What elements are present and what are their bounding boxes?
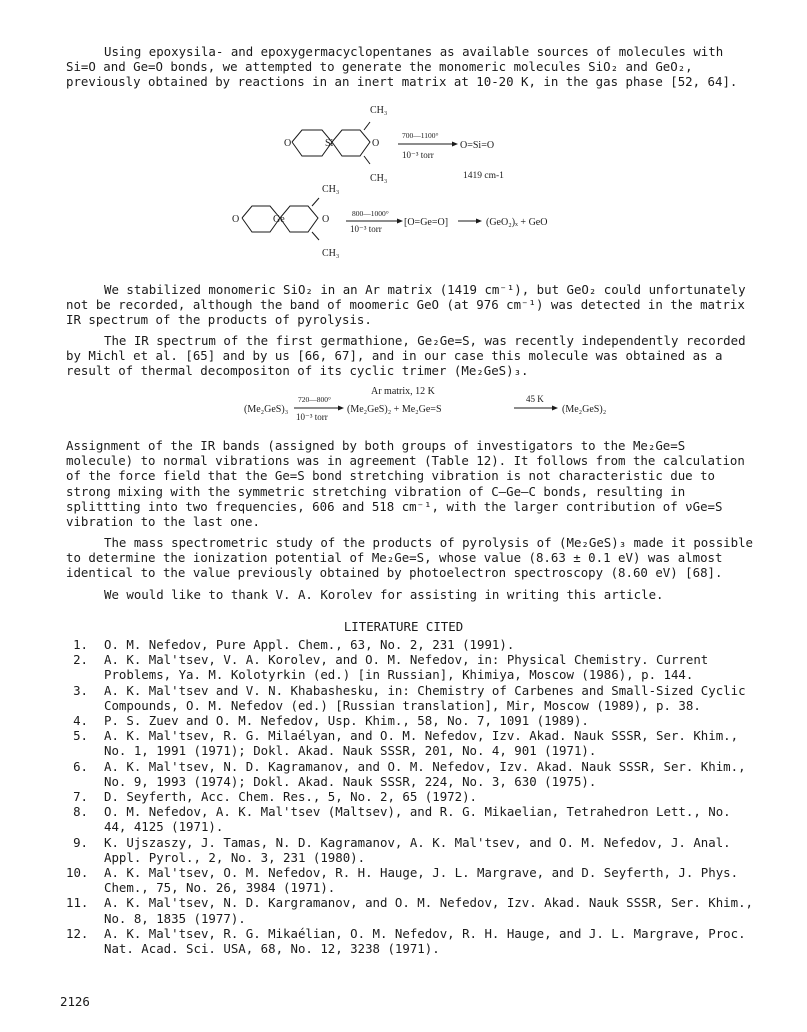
scheme3-pressure: 10⁻³ torr — [296, 412, 328, 422]
reference-item: 1. O. M. Nefedov, Pure Appl. Chem., 63, No. 2, 231 (1991). — [73, 637, 515, 652]
scheme2-o-right: O — [322, 214, 330, 225]
page-number: 2126 — [60, 994, 90, 1009]
scheme1-si: Si — [325, 138, 334, 149]
scheme1-temp: 700—1100° — [402, 131, 439, 140]
paragraph-mass-spec: The mass spectrometric study of the products of pyrolysis of (Me₂GeS)₃ made it possible to determine the ionization potential of Me₂Ge=S, whose value (8.63 ± 0.1 eV) was almost identical to the value previously obtained by photoelectron spectroscopy (8.60 eV) [68]. — [66, 535, 761, 581]
scheme2-temp: 800—1000° — [352, 209, 389, 218]
reference-item: 5. A. K. Mal'tsev, R. G. Milaélyan, and O. M. Nefedov, Izv. Akad. Nauk SSSR, Ser. Khim., No. 1, 1991 (1971); Dokl. Akad. Nauk SSSR, 201, No. 4, 901 (1971). — [73, 728, 739, 759]
scheme-sio2 — [270, 100, 570, 192]
paragraph-sio2-matrix: We stabilized monomeric SiO₂ in an Ar matrix (1419 cm⁻¹), but GeO₂ could unfortunately not be recorded, although the band of moomeric GeO (at 976 cm⁻¹) was detected in the matrix IR spectrum of the products of pyrolysis. — [66, 282, 754, 328]
scheme2-intermediate: [O=Ge=O] — [404, 217, 449, 228]
scheme3-final: (Me₂GeS)₂ — [562, 404, 607, 415]
scheme2-products: (GeO₂)ₓ + GeO — [486, 217, 548, 228]
reference-item: 3. A. K. Mal'tsev and V. N. Khabashesku, in: Chemistry of Carbenes and Small-Sized Cyclic Compounds, O. M. Nefedov (ed.) [Russian translation], Mir, Moscow (1989), p. 38. — [73, 682, 746, 713]
paragraph-ir-assignment: Assignment of the IR bands (assigned by both groups of investigators to the Me₂Ge=S molecule) to normal vibrations was in agreement (Table 12). It follows from the calculation of the force field that the Ge=S bond stretching vibration is not characteristic due to strong mixing with the symmetric stretching vibration of C—Ge—C bonds, resulting in splittting into two frequencies, 606 and 518 cm⁻¹, with the larger contribution of νGe=S vibration to the last one. — [66, 438, 753, 530]
scheme-geo2 — [222, 180, 582, 262]
reference-item: 11. A. K. Mal'tsev, N. D. Kargramanov, and O. M. Nefedov, Izv. Akad. Nauk SSSR, Ser. Khim., No. 8, 1835 (1977). — [66, 895, 754, 926]
paragraph-germathione: The IR spectrum of the first germathione, Ge₂Ge=S, was recently independently recorded by Michl et al. [65] and by us [66, 67], and in our case this molecule was obtained as a result of thermal decompositon of its cyclic trimer (Me₂GeS)₃. — [66, 333, 754, 379]
scheme3-matrix: Ar matrix, 12 K — [371, 386, 435, 397]
reference-item: 10. A. K. Mal'tsev, O. M. Nefedov, R. H. Hauge, J. L. Margrave, and D. Seyferth, J. Phys. Chem., 75, No. 26, 3984 (1971). — [66, 865, 739, 896]
scheme2-ch3-top: CH₃ — [322, 184, 340, 195]
intro-paragraph: Using epoxysila- and epoxygermacyclopentanes as available sources of molecules with Si=O and Ge=O bonds, we attempted to generate the monomeric molecules SiO₂ and GeO₂, previously obtained by reactions in an inert matrix at 10-20 K, in the gas phase [52, 64]. — [66, 44, 738, 90]
reference-item: 12. A. K. Mal'tsev, R. G. Mikaélian, O. M. Nefedov, R. H. Hauge, and J. L. Margrave, Proc. Nat. Acad. Sci. USA, 68, No. 12, 3238 (1971). — [66, 925, 746, 957]
scheme3-45k: 45 K — [526, 394, 544, 404]
paragraph-acknowledgment: We would like to thank V. A. Korolev for assisting in writing this article. — [104, 587, 664, 602]
scheme1-ch3-top: CH₃ — [370, 105, 388, 116]
scheme-me2ges — [240, 384, 640, 430]
scheme3-products: (Me₂GeS)₂ + Me₂Ge=S — [347, 404, 442, 415]
reference-item: 8. O. M. Nefedov, A. K. Mal'tsev (Maltsev), and R. G. Mikaelian, Tetrahedron Lett., No. 44, 4125 (1971). — [73, 804, 731, 835]
scheme1-pressure: 10⁻³ torr — [402, 150, 434, 160]
reference-item: 7. D. Seyferth, Acc. Chem. Res., 5, No. 2, 65 (1972). — [73, 789, 477, 805]
scheme1-o-right: O — [372, 138, 380, 149]
scheme2-pressure: 10⁻³ torr — [350, 224, 382, 234]
scheme1-product: O=Si=O — [460, 140, 495, 151]
scheme2-ge: Ge — [273, 214, 285, 225]
scheme1-band: 1419 cm-1 — [463, 171, 504, 181]
scheme2-ch3-bottom: CH₃ — [322, 248, 340, 259]
reference-item: 2. A. K. Mal'tsev, V. A. Korolev, and O. M. Nefedov, in: Physical Chemistry. Current Problems, Ya. M. Kolotyrkin (ed.) [in Russian], Khimiya, Moscow (1986), p. 144. — [73, 652, 709, 683]
scheme1-ch3-bottom: CH₃ — [370, 173, 388, 184]
literature-title: LITERATURE CITED — [343, 619, 464, 634]
scheme2-o-left: O — [232, 214, 240, 225]
scheme1-o-left: O — [284, 138, 292, 149]
reference-list — [66, 637, 756, 956]
scheme3-reactant: (Me₂GeS)₃ — [244, 404, 289, 415]
reference-item: 4. P. S. Zuev and O. M. Nefedov, Usp. Khim., 58, No. 7, 1091 (1989). — [73, 713, 589, 729]
scheme3-temp: 720—800° — [298, 395, 331, 404]
reference-item: 9. K. Ujszaszy, J. Tamas, N. D. Kagramanov, A. K. Mal'tsev, and O. M. Nefedov, J. Anal. Appl. Pyrol., 2, No. 3, 231 (1980). — [73, 834, 731, 865]
reference-item: 6. A. K. Mal'tsev, N. D. Kagramanov, and O. M. Nefedov, Izv. Akad. Nauk SSSR, Ser. Khim., No. 9, 1993 (1974); Dokl. Akad. Nauk SSSR, 224, No. 3, 630 (1975). — [73, 758, 746, 789]
